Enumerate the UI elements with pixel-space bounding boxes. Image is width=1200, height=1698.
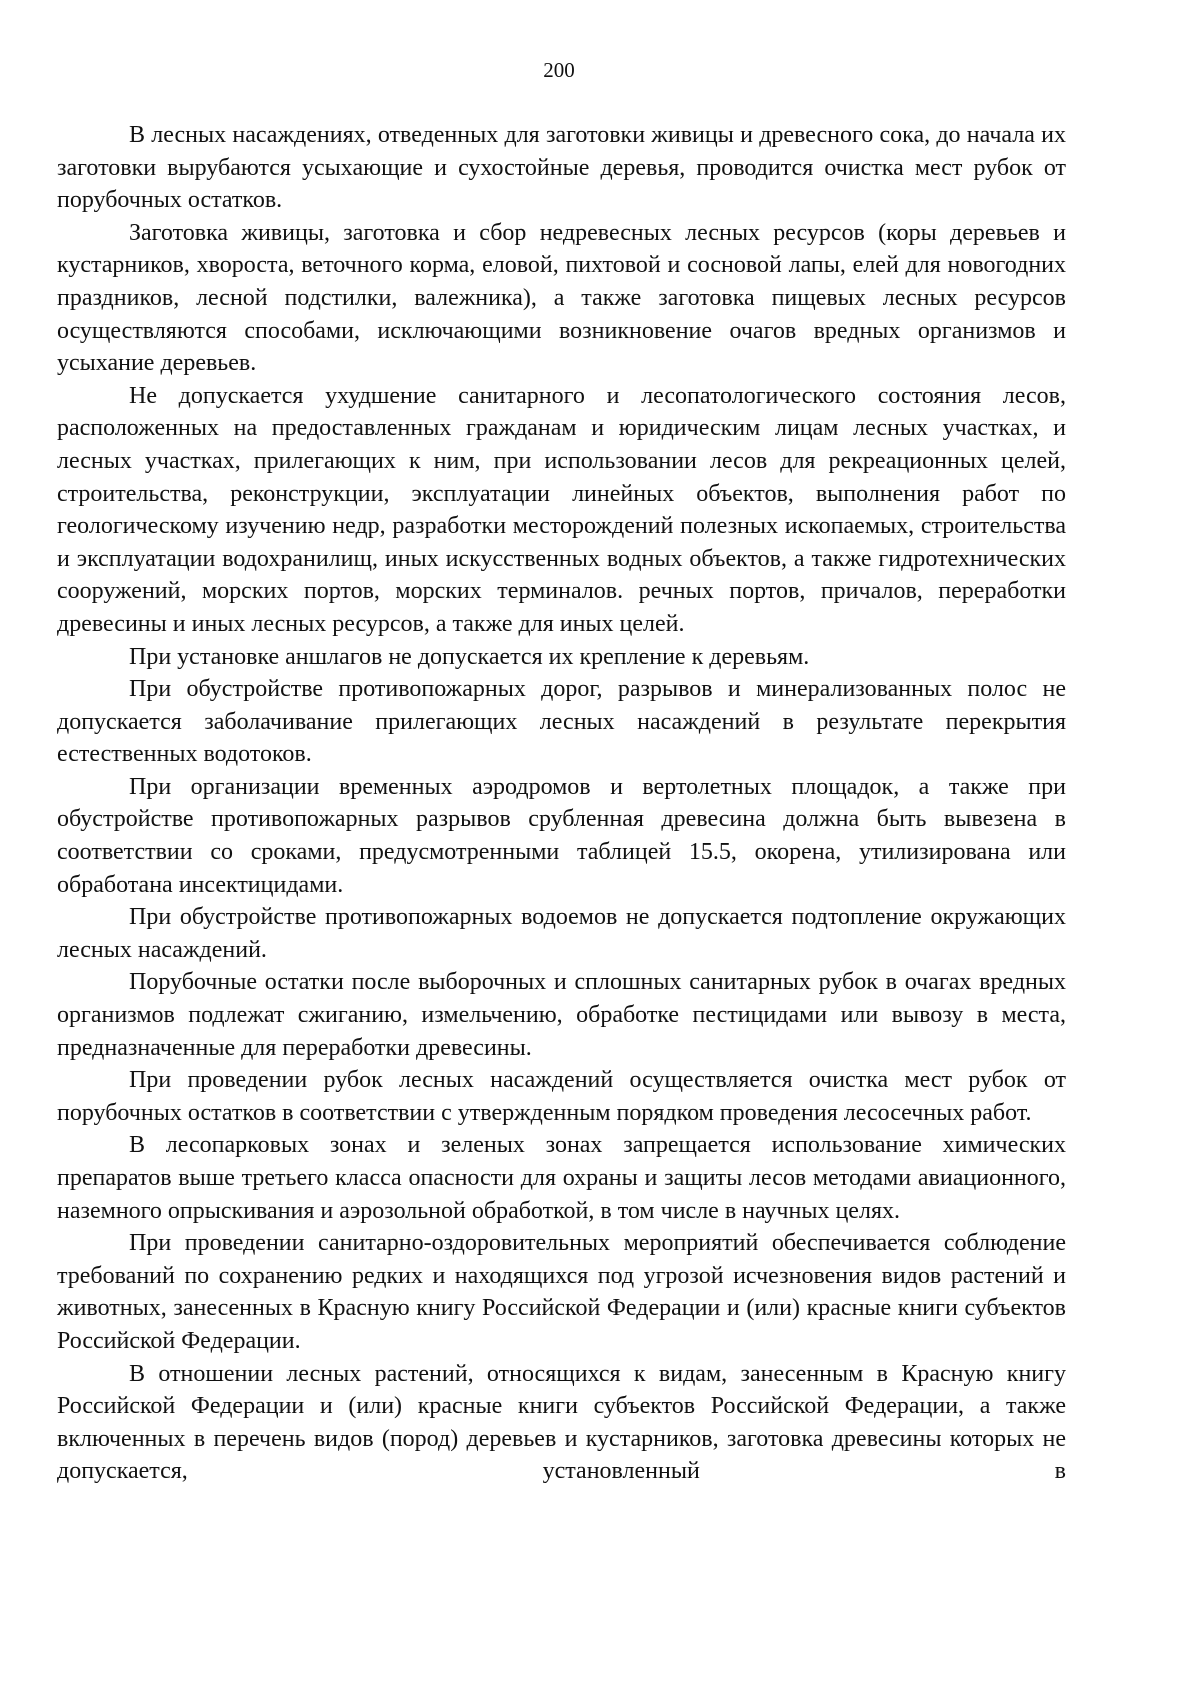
paragraph-4: При установке аншлагов не допускается их крепление к деревьям. [129, 643, 810, 670]
paragraph-12: В отношении лесных растений, относящихся к видам, занесенным в Красную книгу Российской Федерации и (или) красные книги субъектов Российской Федерации, а также включенных в перечень видов (пород) деревьев и кустарников, заготовка древесины которых не допускается, установленный в [57, 1360, 1066, 1485]
paragraph-1: В лесных насаждениях, отведенных для заготовки живицы и древесного сока, до начала их заготовки вырубаются усыхающие и сухостойные деревья, проводится очистка мест рубок от порубочных остатков. [57, 122, 1066, 214]
paragraph-9: При проведении рубок лесных насаждений осуществляется очистка мест рубок от порубочных остатков в соответствии с утвержденным порядком проведения лесосечных работ. [57, 1067, 1066, 1126]
paragraph-5: При обустройстве противопожарных дорог, разрывов и минерализованных полос не допускается заболачивание прилегающих лесных насаждений в результате перекрытия естественных водотоков. [57, 676, 1066, 768]
body-text [57, 119, 1066, 1488]
paragraph-10: В лесопарковых зонах и зеленых зонах запрещается использование химических препаратов выше третьего класса опасности для охраны и защиты лесов методами авиационного, наземного опрыскивания и аэрозольной обработкой, в том числе в научных целях. [57, 1132, 1066, 1224]
paragraph-2: Заготовка живицы, заготовка и сбор недревесных лесных ресурсов (коры деревьев и кустарников, хвороста, веточного корма, еловой, пихтовой и сосновой лапы, елей для новогодних праздников, лесной подстилки, валежника), а также заготовка пищевых лесных ресурсов осуществляются способами, исключающими возникновение очагов вредных организмов и усыхание деревьев. [57, 219, 1066, 377]
paragraph-3: Не допускается ухудшение санитарного и лесопатологического состояния лесов, расположенных на предоставленных гражданам и юридическим лицам лесных участках, и лесных участках, прилегающих к ним, при использовании лесов для рекреационных целей, строительства, реконструкции, эксплуатации линейных объектов, выполнения работ по геологическому изучению недр, разработки месторождений полезных ископаемых, строительства и эксплуатации водохранилищ, иных искусственных водных объектов, а также гидротехнических сооружений, морских портов, морских терминалов. речных портов, причалов, переработки древесины и иных лесных ресурсов, а также для иных целей. [57, 382, 1066, 637]
paragraph-7: При обустройстве противопожарных водоемов не допускается подтопление окружающих лесных насаждений. [57, 904, 1066, 963]
paragraph-11: При проведении санитарно-оздоровительных мероприятий обеспечивается соблюдение требований по сохранению редких и находящихся под угрозой исчезновения видов растений и животных, занесенных в Красную книгу Российской Федерации и (или) красные книги субъектов Российской Федерации. [57, 1230, 1066, 1354]
paragraph-8: Порубочные остатки после выборочных и сплошных санитарных рубок в очагах вредных организмов подлежат сжиганию, измельчению, обработке пестицидами или вывозу в места, предназначенные для переработки древесины. [57, 969, 1066, 1061]
paragraph-6: При организации временных аэродромов и вертолетных площадок, а также при обустройстве противопожарных разрывов срубленная древесина должна быть вывезена в соответствии со сроками, предусмотренными таблицей 15.5, окорена, утилизирована или обработана инсектицидами. [57, 773, 1066, 898]
page-number: 200 [543, 58, 575, 82]
